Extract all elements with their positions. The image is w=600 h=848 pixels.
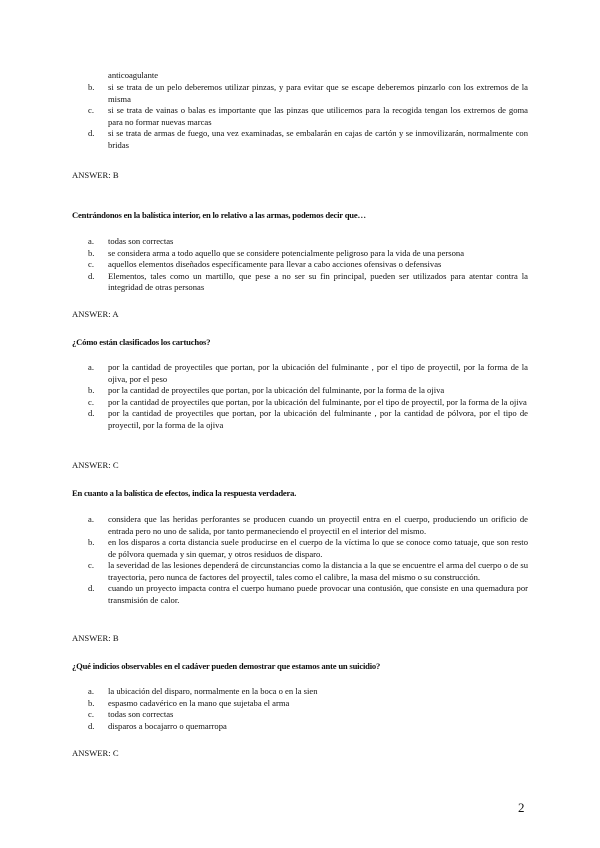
option-text: en los disparos a corta distancia suele producirse en el cuerpo de la víctima lo que se conoce como tatuaje, que son resto de pólvora quemada y sin quemar, y otros residuos de disparo.: [108, 537, 528, 559]
option-letter: c.: [88, 396, 94, 407]
option-letter: a.: [88, 362, 94, 372]
option-letter: c.: [88, 259, 94, 269]
option-text: por la cantidad de proyectiles que portan, por la ubicación del fulminante , por la cantidad de pólvora, por el tipo de proyectil, por la forma de la ojiva: [108, 408, 528, 430]
option-text: si se trata de un pelo deberemos utilizar pinzas, y para evitar que se escape deberemos pinzarlo con los extremos de la misma: [108, 82, 528, 104]
question-2: ¿Cómo están clasificados los cartuchos?: [72, 337, 211, 347]
question-2-options: [72, 362, 528, 431]
option-letter: b.: [88, 697, 95, 708]
option-b: [72, 248, 528, 260]
option-d: [72, 271, 528, 294]
continuation-text: anticoagulante: [108, 70, 159, 80]
option-b: [72, 82, 528, 105]
option-text: por la cantidad de proyectiles que portan, por la ubicación del fulminante, por el tipo de proyectil, por la forma de la ojiva: [108, 396, 527, 407]
option-letter: d.: [88, 128, 95, 138]
option-letter: a.: [88, 236, 94, 246]
option-letter: d.: [88, 270, 95, 281]
option-letter: a.: [88, 686, 94, 696]
option-text: cuando un proyecto impacta contra el cuerpo humano puede provocar una contusión, que consiste en una quemadura por transmisión de calor.: [108, 583, 528, 605]
question-1: Centrándonos en la balística interior, en lo relativo a las armas, podemos decir que…: [72, 210, 366, 220]
question-4-options: [72, 686, 528, 732]
option-c: [72, 397, 528, 409]
option-c: [72, 259, 528, 271]
option-letter: c.: [88, 105, 94, 115]
option-d: [72, 583, 528, 606]
option-text: si se trata de vainas o balas es importante que las pinzas que utilicemos para la recogida tengan los extremos de goma para no formar nuevas marcas: [108, 105, 528, 127]
option-letter: c.: [88, 560, 94, 570]
question-4: ¿Qué indicios observables en el cadáver pueden demostrar que estamos ante un suicidio?: [72, 661, 381, 671]
option-text: espasmo cadavérico en la mano que sujetaba el arma: [108, 697, 290, 708]
question-3-options: [72, 514, 528, 606]
option-b: [72, 385, 528, 397]
page-number: 2: [518, 800, 525, 815]
option-d: [72, 721, 528, 733]
option-a: [72, 362, 528, 385]
option-letter: d.: [88, 408, 95, 418]
answer-1: ANSWER: A: [72, 309, 119, 319]
answer-2: ANSWER: C: [72, 460, 119, 470]
option-text: por la cantidad de proyectiles que portan, por la ubicación del fulminante , por el tipo de proyectil, por la forma de la ojiva, por el peso: [108, 362, 528, 384]
option-text: la ubicación del disparo, normalmente en la boca o en la sien: [108, 686, 318, 696]
option-text: Elementos, tales como un martillo, que pese a no ser su fin principal, pueden ser utilizados para atentar contra la integridad de otras personas: [108, 270, 528, 292]
option-text: la severidad de las lesiones dependerá de circunstancias como la distancia a la que se encuentre el arma del cuerpo o de su trayectoria, pero nunca de factores del proyectil, tales como el calibre, la masa del mismo o su construcción.: [108, 560, 528, 582]
option-text: considera que las heridas perforantes se producen cuando un proyectil entra en el cuerpo, produciendo un orificio de entrada pero no uno de salida, por tanto permaneciendo el proyectil en el interior del mismo.: [108, 514, 528, 536]
option-c: [72, 709, 528, 721]
option-letter: b.: [88, 247, 95, 258]
answer-3: ANSWER: B: [72, 633, 119, 643]
top-option-list: [72, 82, 528, 151]
option-a: [72, 236, 528, 248]
option-letter: a.: [88, 514, 94, 524]
option-a: [72, 514, 528, 537]
option-a: [72, 686, 528, 698]
option-letter: d.: [88, 720, 95, 731]
answer-4: ANSWER: C: [72, 748, 119, 758]
option-b: [72, 698, 528, 710]
option-text: todas son correctas: [108, 709, 174, 719]
option-d: [72, 128, 528, 151]
option-text: aquellos elementos diseñados específicamente para llevar a cabo acciones ofensivas o defensivas: [108, 259, 442, 269]
option-letter: b.: [88, 537, 95, 547]
option-d: [72, 408, 528, 431]
option-text: se considera arma a todo aquello que se considere potencialmente peligroso para la vida de una persona: [108, 247, 465, 258]
question-3: En cuanto a la balística de efectos, indica la respuesta verdadera.: [72, 488, 297, 498]
option-letter: b.: [88, 385, 95, 395]
option-c: [72, 105, 528, 128]
option-text: disparos a bocajarro o quemarropa: [108, 720, 227, 731]
answer-0: ANSWER: B: [72, 170, 119, 180]
option-text: todas son correctas: [108, 236, 174, 246]
option-text: si se trata de armas de fuego, una vez examinadas, se embalarán en cajas de cartón y se inmovilizarán, normalmente con bridas: [108, 128, 528, 150]
option-letter: d.: [88, 583, 95, 593]
option-c: [72, 560, 528, 583]
option-b: [72, 537, 528, 560]
option-letter: c.: [88, 709, 94, 719]
option-letter: b.: [88, 82, 95, 92]
question-1-options: [72, 236, 528, 294]
option-text: por la cantidad de proyectiles que portan, por la ubicación del fulminante, por la forma de la ojiva: [108, 385, 445, 395]
